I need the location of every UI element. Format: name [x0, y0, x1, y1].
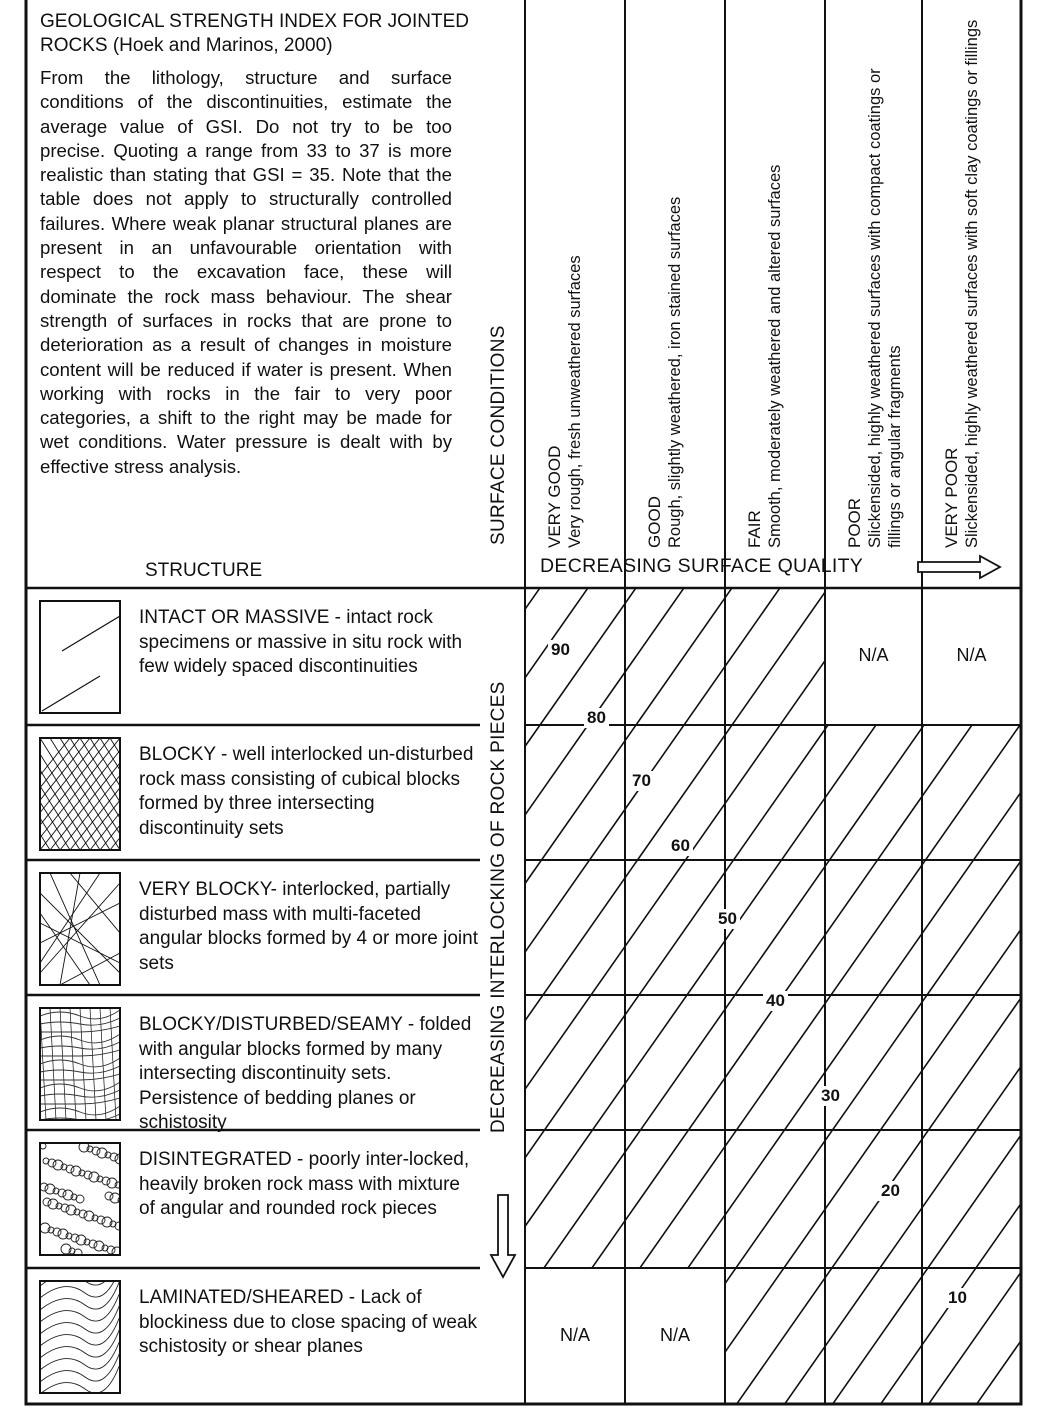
joint-line — [40, 738, 130, 850]
fold-line — [40, 1058, 120, 1067]
joint-line — [10, 738, 100, 850]
gsi-contour-label: 90 — [548, 640, 573, 660]
surface-conditions-label: SURFACE CONDITIONS — [488, 325, 509, 545]
decreasing-surface-quality-label: DECREASING SURFACE QUALITY — [540, 555, 864, 577]
condition-name: VERY POOR — [942, 447, 961, 548]
rock-piece — [43, 1198, 51, 1206]
disintegrated-icon — [40, 1142, 125, 1257]
not-applicable-label: N/A — [559, 1324, 590, 1345]
joint-line — [0, 738, 70, 850]
condition-description: Slickensided, highly weathered surfaces with soft clay coatings or fillings — [963, 19, 981, 548]
joint-line — [20, 738, 110, 850]
fold-line — [40, 1026, 120, 1032]
not-applicable-label: N/A — [956, 644, 987, 665]
rock-piece — [107, 1246, 115, 1254]
rock-piece — [40, 1183, 48, 1191]
crack-line — [62, 616, 120, 651]
fold-line — [40, 1082, 120, 1091]
surface-condition-header — [745, 0, 815, 548]
joint-line — [40, 913, 90, 985]
fold-line — [40, 1106, 120, 1115]
intact-icon — [40, 601, 120, 713]
rock-piece — [61, 1204, 69, 1212]
joint-line — [70, 1008, 76, 1120]
joint-line — [60, 953, 120, 985]
lamination-line — [40, 1328, 120, 1358]
rock-piece — [89, 1240, 97, 1248]
gsi-contour-label: 70 — [629, 771, 654, 791]
condition-description: Slickensided, highly weathered surfaces with compact coatings or fillings or angular fragments — [866, 68, 904, 548]
structure-description: DISINTEGRATED - poorly inter-locked, heavily broken rock mass with mixture of angular and rounded rock pieces — [139, 1149, 470, 1219]
icon-frame — [40, 601, 120, 713]
rock-piece — [97, 1216, 105, 1224]
rock-piece — [92, 1147, 100, 1155]
joint-line — [60, 1008, 66, 1120]
condition-name: POOR — [845, 497, 864, 548]
not-applicable-label: N/A — [659, 1324, 690, 1345]
rock-piece — [58, 1189, 66, 1197]
joint-line — [40, 923, 120, 963]
rock-piece — [53, 1228, 61, 1236]
structure-description: LAMINATED/SHEARED - Lack of blockiness due to close spacing of weak schistosity or shear planes — [139, 1287, 477, 1357]
structure-description: BLOCKY - well interlocked un-disturbed rock mass consisting of cubical blocks formed by three intersecting discontinuity sets — [139, 744, 474, 839]
rock-piece — [76, 1195, 84, 1203]
icon-pattern — [40, 1256, 120, 1394]
rock-piece — [48, 1159, 56, 1167]
icon-pattern — [40, 1008, 126, 1121]
condition-name: GOOD — [645, 496, 664, 548]
condition-description: Very rough, fresh unweathered surfaces — [566, 255, 584, 548]
hatch-line — [1024, 405, 1047, 1405]
lamination-line — [40, 1340, 120, 1370]
lamination-line — [40, 1352, 120, 1382]
icon-pattern — [40, 873, 120, 985]
fold-line — [40, 1018, 120, 1025]
condition-name: VERY GOOD — [545, 445, 564, 548]
chart-title: GEOLOGICAL STRENGTH INDEX FOR JOINTED ROCKS (Hoek and Marinos, 2000) — [40, 11, 469, 56]
lamination-line — [40, 1364, 120, 1394]
hatch-line — [928, 405, 1047, 1405]
rock-piece — [84, 1171, 92, 1179]
joint-line — [30, 738, 120, 850]
very-blocky-icon — [40, 873, 120, 985]
condition-description: Rough, slightly weathered, iron stained surfaces — [666, 196, 684, 548]
lamination-line — [40, 1304, 120, 1334]
seamy-icon — [40, 1008, 126, 1121]
icon-pattern — [42, 616, 120, 711]
surface-condition-header — [545, 0, 615, 548]
decreasing-interlocking-label: DECREASING INTERLOCKING OF ROCK PIECES — [488, 681, 509, 1134]
rock-piece — [66, 1165, 74, 1173]
structure-label: STRUCTURE — [145, 560, 263, 581]
structure-description: VERY BLOCKY- interlocked, partially disturbed mass with multi-faceted angular blocks formed by 4 or more joint sets — [139, 879, 478, 974]
joint-line — [40, 903, 120, 943]
gsi-contour-label: 60 — [668, 836, 693, 856]
rock-piece — [110, 1153, 118, 1161]
gsi-contour-label: 80 — [584, 708, 609, 728]
icon-frame — [40, 1281, 120, 1393]
gsi-contour-label: 30 — [818, 1086, 843, 1106]
gsi-contour-label: 40 — [763, 991, 788, 1011]
fold-line — [40, 1066, 120, 1073]
laminated-icon — [40, 1256, 120, 1394]
lamination-line — [40, 1292, 120, 1322]
surface-condition-header — [845, 0, 915, 548]
fold-line — [40, 1074, 120, 1080]
joint-line — [40, 893, 120, 973]
joint-line — [0, 738, 90, 850]
gsi-contour-label: 10 — [945, 1288, 970, 1308]
joint-line — [110, 1008, 116, 1120]
icon-pattern — [40, 1142, 125, 1257]
not-applicable-label: N/A — [858, 644, 889, 665]
fold-line — [40, 1098, 120, 1104]
rock-piece — [105, 1192, 113, 1200]
crack-line — [42, 676, 100, 711]
structure-description: BLOCKY/DISTURBED/SEAMY - folded with angular blocks formed by many intersecting discontinuity sets. Persistence of bedding planes or schistosity — [139, 1014, 472, 1133]
hatch-line — [832, 405, 1047, 1405]
lamination-line — [40, 1280, 120, 1310]
lamination-line — [40, 1268, 120, 1298]
structure-description: INTACT OR MASSIVE - intact rock specimens or massive in situ rock with few widely spaced discontinuities — [139, 607, 463, 677]
lamination-line — [40, 1316, 120, 1346]
down-arrow-icon — [491, 1195, 515, 1277]
joint-line — [50, 1008, 56, 1120]
rock-piece — [71, 1234, 79, 1242]
gsi-contour-label: 20 — [878, 1181, 903, 1201]
rock-piece — [102, 1177, 110, 1185]
joint-line — [50, 873, 100, 985]
right-arrow-icon — [918, 556, 1000, 578]
condition-description: Smooth, moderately weathered and altered surfaces — [766, 164, 784, 548]
surface-condition-header — [942, 0, 1012, 548]
condition-name: FAIR — [745, 510, 764, 548]
joint-line — [50, 738, 140, 850]
rock-piece — [79, 1210, 87, 1218]
hatch-line — [976, 405, 1047, 1405]
gsi-contour-label: 50 — [715, 909, 740, 929]
fold-line — [40, 1090, 120, 1097]
surface-condition-header — [645, 0, 715, 548]
joint-line — [60, 738, 150, 850]
intro-text: From the lithology, structure and surface conditions of the discontinuities, estimate the average value of GSI. Do not try to be too precise. Quoting a range from 33 to 37 is more realistic than stating that GSI = 35. Note that the table does not apply to structurally controlled failures. Where weak planar structural planes are present in an unfavourable orientation with respect to the excavation face, these will dominate the rock mass behaviour. The shear strength of surfaces in rocks that are prone to deterioration as a result of changes in moisture content will be reduced if water is present. When working with rocks in the fair to very poor categories, a shift to the right may be made for wet conditions. Water pressure is dealt with by effective stress analysis. — [40, 67, 452, 477]
